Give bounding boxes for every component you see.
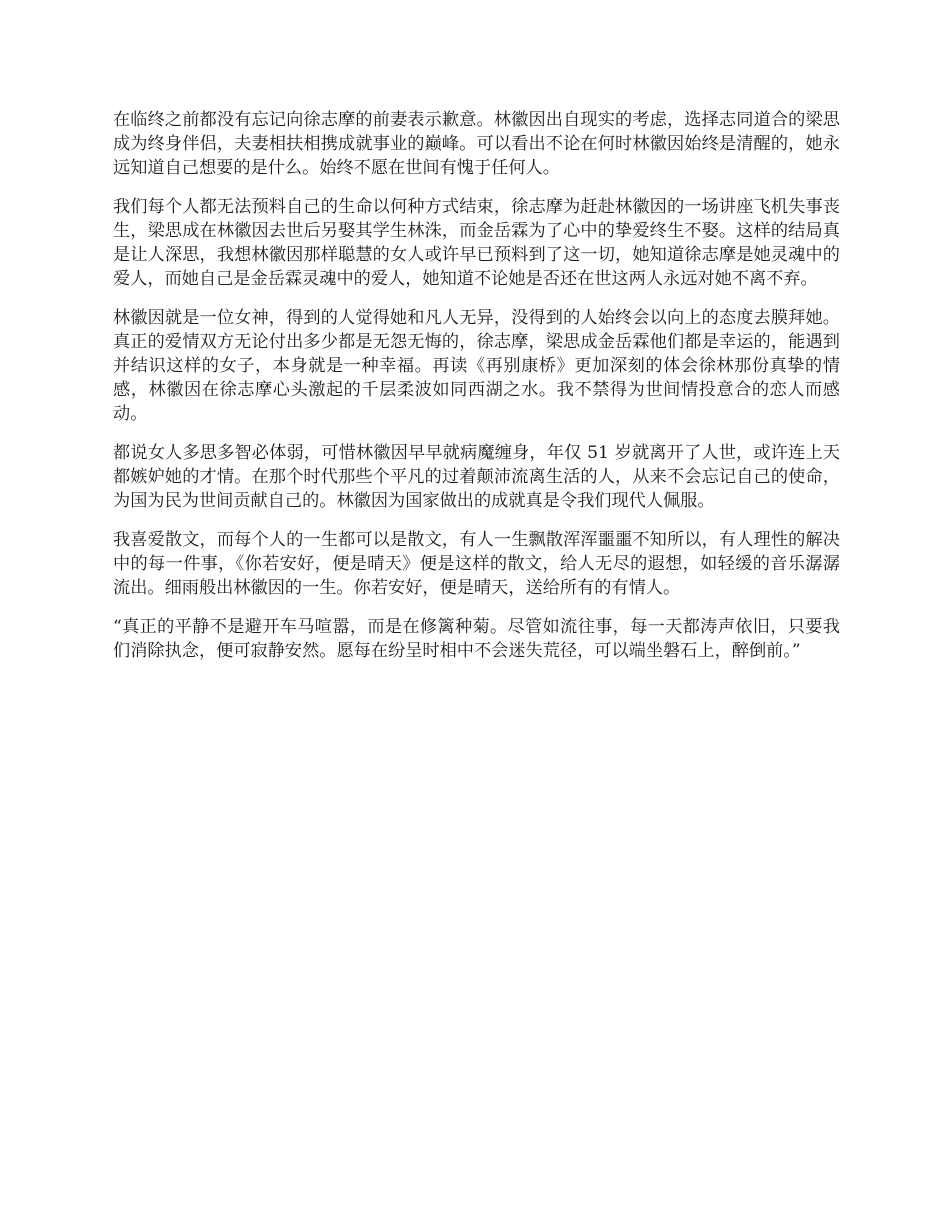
paragraph-4: 都说女人多思多智必体弱，可惜林徽因早早就病魔缠身，年仅 51 岁就离开了人世，或许连上天都嫉妒她的才情。在那个时代那些个平凡的过着颠沛流离生活的人，从来不会忘记自己的使命，为国为民为世间贡献自己的。林徽因为国家做出的成就真是令我们现代人佩服。 (113, 443, 840, 511)
paragraph-1: 在临终之前都没有忘记向徐志摩的前妻表示歉意。林徽因出自现实的考虑，选择志同道合的梁思成为终身伴侣，夫妻相扶相携成就事业的巅峰。可以看出不论在何时林徽因始终是清醒的，她永远知道自己想要的是什么。始终不愿在世间有愧于任何人。 (113, 110, 840, 178)
paragraph-2: 我们每个人都无法预料自己的生命以何种方式结束，徐志摩为赶赴林徽因的一场讲座飞机失事丧生，梁思成在林徽因去世后另娶其学生林洙，而金岳霖为了心中的挚爱终生不娶。这样的结局真是让人深思，我想林徽因那样聪慧的女人或许早已预料到了这一切，她知道徐志摩是她灵魂中的爱人，而她自己是金岳霖灵魂中的爱人，她知道不论她是否还在世这两人永远对她不离不弃。 (113, 197, 840, 289)
document-body (113, 108, 840, 678)
paragraph-3: 林徽因就是一位女神，得到的人觉得她和凡人无异，没得到的人始终会以向上的态度去膜拜她。真正的爱情双方无论付出多少都是无怨无悔的，徐志摩，梁思成金岳霖他们都是幸运的，能遇到并结识这样的女子，本身就是一种幸福。再读《再别康桥》更加深刻的体会徐林那份真挚的情感，林徽因在徐志摩心头激起的千层柔波如同西湖之水。我不禁得为世间情投意合的恋人而感动。 (113, 308, 840, 424)
paragraph-5: 我喜爱散文，而每个人的一生都可以是散文，有人一生飘散浑浑噩噩不知所以，有人理性的解决中的每一件事，《你若安好，便是晴天》便是这样的散文，给人无尽的遐想，如轻缓的音乐潺潺流出。细雨般出林徽因的一生。你若安好，便是晴天，送给所有的有情人。 (113, 530, 840, 598)
paragraph-quote: “真正的平静不是避开车马喧嚣，而是在修篱种菊。尽管如流往事，每一天都涛声依旧，只要我们消除执念，便可寂静安然。愿每在纷呈时相中不会迷失荒径，可以端坐磐石上，醉倒前。” (113, 617, 840, 661)
